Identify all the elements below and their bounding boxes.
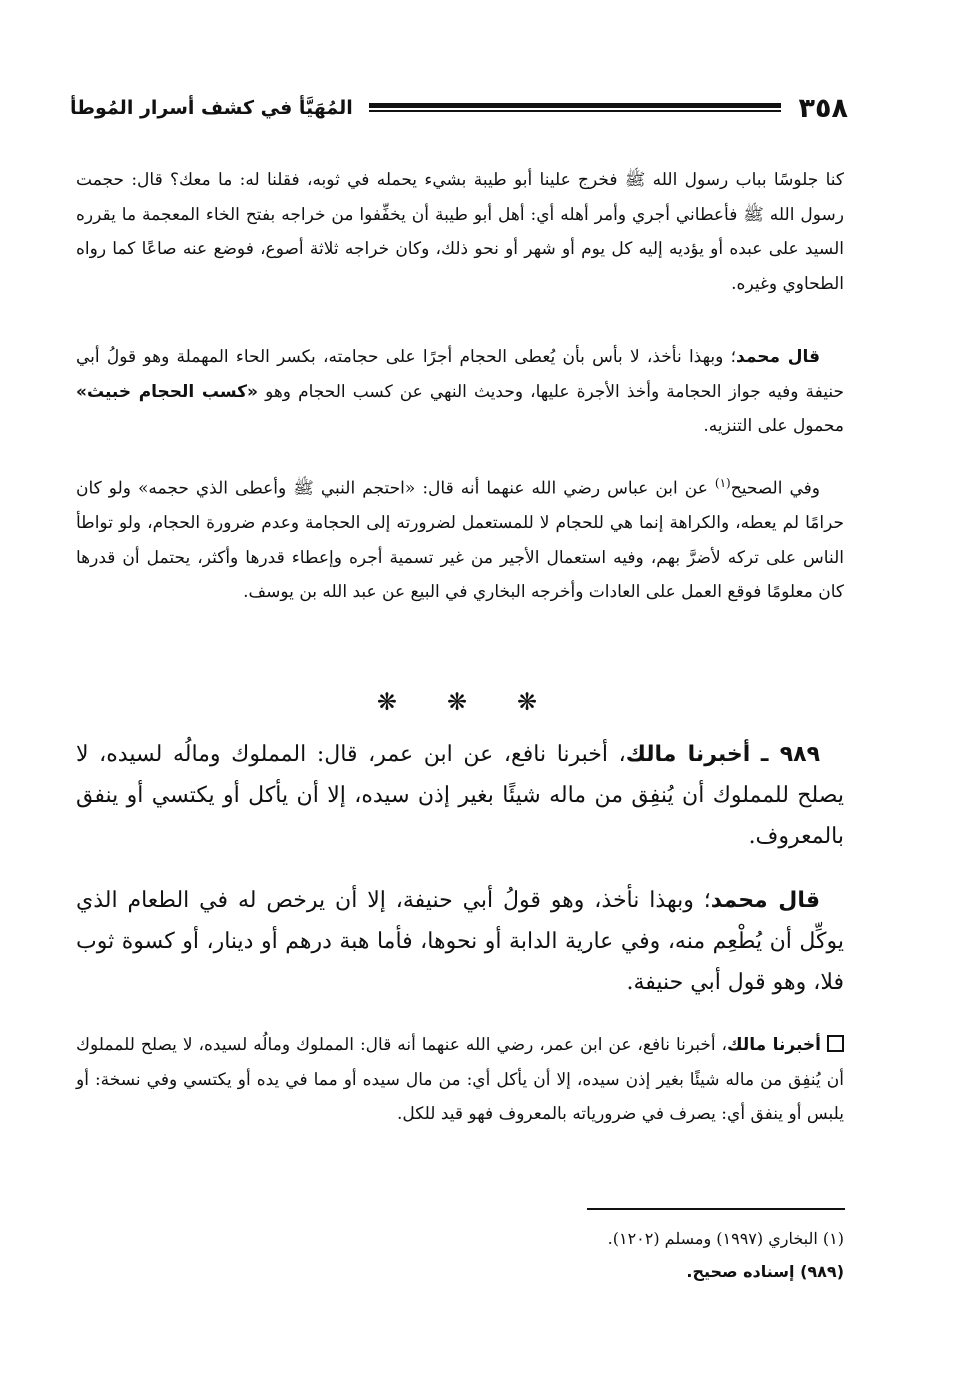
hadith-989-text: ، أخبرنا نافع، عن ابن عمر، قال: المملوك ومالُه لسيده، لا يصلح للمملوك أن يُنفِق من ماله شيئًا بغير إذن سيده، إلا أن يأكل أو يكتسي أو ينفق بالمعروف.: [76, 742, 844, 849]
qala-muhammad-paragraph-1: [76, 340, 844, 444]
sahih-paragraph: [76, 466, 844, 610]
commentary-text-1: كنا جلوسًا بباب رسول الله ﷺ فخرج علينا أبو طيبة بشيء يحمله في ثوبه، فقلنا له: ما معك؟ قال: حجمت رسول الله ﷺ فأعطاني أجري وأمر أهله أي: أهل أبو طيبة أن يخفِّفوا من خراجه بفتح الخاء المعجمة ما يقرره السيد على عبده أو يؤديه إليه كل يوم أو شهر أو نحو ذلك، وكان خراجه ثلاثة أصوع، فوضع عنه صاعًا كما رواه الطحاوي وغيره.: [76, 170, 845, 294]
qala-muhammad-text-2: ؛ وبهذا نأخذ، وهو قولُ أبي حنيفة، إلا أن يرخص له في الطعام الذي يوكِّل أن يُطْعِم منه، وفي عارية الدابة أو نحوها، فأما هبة درهم أو دينار، أو كسوة ثوب فلا، وهو قول أبي حنيفة.: [76, 888, 844, 995]
sahih-text: [76, 466, 844, 610]
sahih-text-a: وفي الصحيح: [730, 478, 820, 499]
footnote-2: (٩٨٩) إسناده صحيح.: [686, 1262, 844, 1281]
commentary-paragraph-2: [76, 1028, 844, 1132]
footnote-divider: [587, 1208, 845, 1210]
footnote-ref-1: (١): [714, 476, 731, 490]
hadith-989: [76, 734, 844, 857]
hadith-quote: «كسب الحجام خبيث»: [76, 381, 258, 402]
book-title: المُهَيَّأ في كشف أسرار المُوطأ: [70, 97, 353, 119]
commentary-paragraph-1: [76, 163, 844, 301]
commentary-2: [76, 1028, 844, 1132]
footnote-1: (١) البخاري (١٩٩٧) ومسلم (١٢٠٢).: [607, 1229, 844, 1248]
sahih-text-b: عن ابن عباس رضي الله عنهما أنه قال: «احتجم النبي ﷺ وأعطى الذي حجمه» ولو كان حرامًا لم يعطه، والكراهة إنما هي للحجام لا للمستعمل لضرورته إلى الحجامة وعدم ضرورة الحجام، ولو تواطأ الناس على تركه لأضرَّ بهم، وفيه استعمال الأجير من غير تسمية أجره وإعطاء قدرها وأكثر، يحتمل أن قدرها كان معلومًا فوقع العمل على العادات وأخرجه البخاري في البيع عن عبد الله بن يوسف.: [76, 478, 844, 603]
hadith-989-paragraph: [76, 734, 844, 857]
qala-muhammad-2: [76, 880, 844, 1003]
qala-muhammad-label-1: قال محمد: [736, 347, 820, 367]
qala-muhammad-paragraph-2: [76, 880, 844, 1003]
commentary-2-label: أخبرنا مالك: [727, 1035, 821, 1055]
qala-muhammad-1: [76, 340, 844, 444]
commentary-2-text: ، أخبرنا نافع، عن ابن عمر، رضي الله عنهما أنه قال: المملوك ومالُه لسيده، لا يصلح للمملوك أن يُنفِق من ماله شيئًا بغير إذن سيده، إلا أن يأكل أي: من مال سيده أو مما في يده أو يكتسي وفي نسخة: أو يلبس أو ينفق أي: يصرف في ضرورياته بالمعروف فهو قيد للكل.: [76, 1035, 844, 1125]
square-marker-icon: [827, 1035, 844, 1052]
qala-muhammad-text-1a: ؛ وبهذا نأخذ، لا بأس بأن يُعطى الحجام أجرًا على حجامته، بكسر الحاء المهملة وهو قولُ أبي حنيفة وفيه جواز الحجامة وأخذ الأجرة عليها، وحديث النهي عن كسب الحجام وهو: [76, 347, 845, 402]
hadith-989-label: أخبرنا مالك: [625, 742, 751, 767]
hadith-number: ٩٨٩ ـ: [760, 742, 821, 767]
qala-muhammad-text-1b: محمول على التنزيه.: [703, 416, 844, 437]
section-separator: ❋❋❋: [376, 688, 588, 716]
footnotes: [76, 1222, 844, 1288]
page-number: ٣٥٨: [798, 92, 848, 124]
qala-muhammad-label-2: قال محمد: [710, 888, 820, 913]
page-header: [70, 88, 848, 128]
header-rule: [369, 103, 781, 113]
